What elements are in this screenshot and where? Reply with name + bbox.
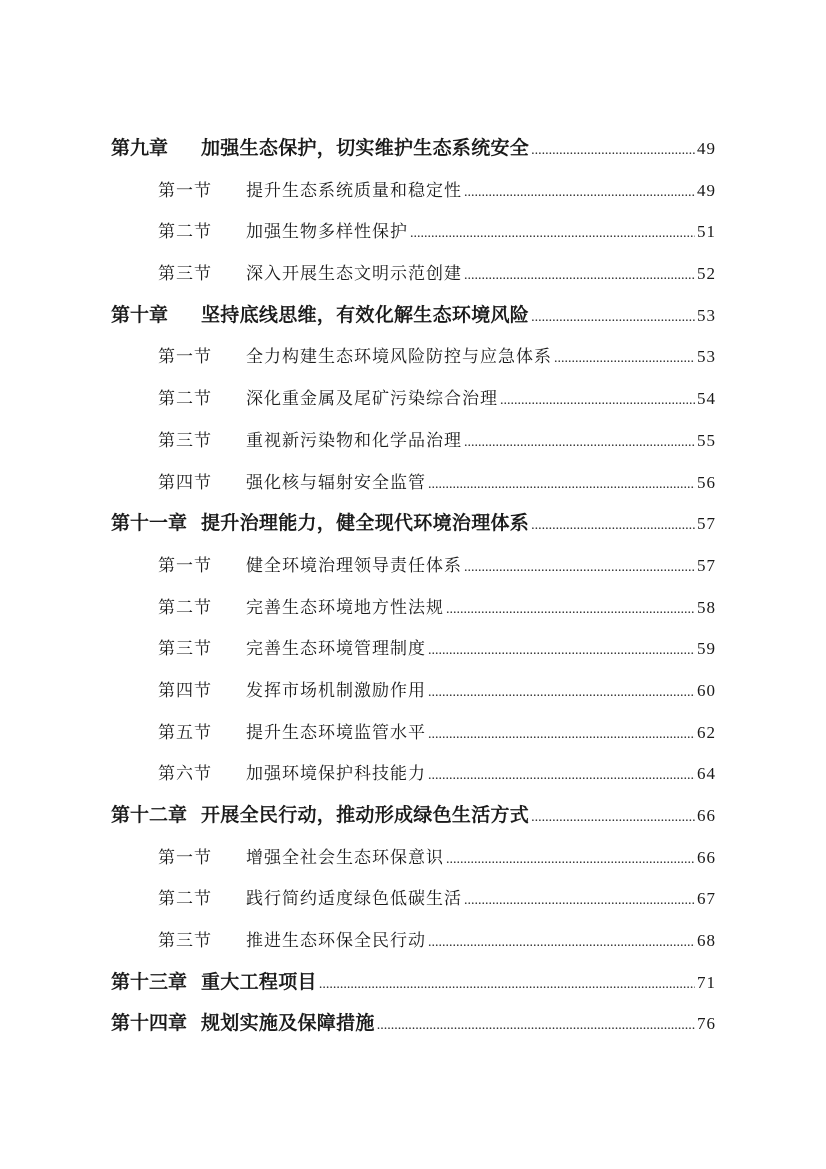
dot-leader <box>428 464 695 506</box>
dot-leader <box>531 797 695 839</box>
page-number: 58 <box>697 597 716 617</box>
section-title: 增强全社会生态环保意识 <box>246 847 444 868</box>
toc-section-entry[interactable] <box>111 753 716 795</box>
page-number: 67 <box>697 889 716 909</box>
page-number: 59 <box>697 639 716 659</box>
dot-leader <box>319 964 695 1006</box>
section-number: 第二节 <box>158 389 212 410</box>
page-number: 66 <box>697 847 716 867</box>
chapter-title: 坚持底线思维，有效化解生态环境风险 <box>201 303 530 326</box>
dot-leader <box>464 172 695 214</box>
toc-section-entry[interactable] <box>111 587 716 629</box>
section-title: 完善生态环境管理制度 <box>246 639 426 660</box>
section-number: 第五节 <box>158 722 212 743</box>
toc-section-entry[interactable] <box>111 253 716 295</box>
dot-leader <box>464 880 695 922</box>
page-number: 57 <box>697 514 716 534</box>
section-title: 提升生态系统质量和稳定性 <box>246 180 462 201</box>
section-title: 完善生态环境地方性法规 <box>246 597 444 618</box>
page-number: 76 <box>697 1014 716 1034</box>
toc-chapter-entry[interactable] <box>111 128 716 170</box>
toc-section-entry[interactable] <box>111 545 716 587</box>
section-title: 践行简约适度绿色低碳生活 <box>246 889 462 910</box>
table-of-contents <box>111 128 716 1045</box>
page-number: 55 <box>697 430 716 450</box>
dot-leader <box>554 338 695 380</box>
section-number: 第三节 <box>158 639 212 660</box>
chapter-number: 第十四章 <box>111 1012 188 1035</box>
dot-leader <box>531 297 695 339</box>
section-title: 推进生态环保全民行动 <box>246 931 426 952</box>
page-number: 56 <box>697 472 716 492</box>
section-number: 第一节 <box>158 555 212 576</box>
toc-section-entry[interactable] <box>111 420 716 462</box>
page-number: 51 <box>697 222 716 242</box>
section-number: 第二节 <box>158 597 212 618</box>
dot-leader <box>428 922 695 964</box>
chapter-title: 规划实施及保障措施 <box>201 1012 375 1035</box>
page-number: 54 <box>697 389 716 409</box>
page-number: 71 <box>697 972 716 992</box>
section-number: 第六节 <box>158 764 212 785</box>
chapter-number: 第十二章 <box>111 804 188 826</box>
section-number: 第四节 <box>158 680 212 701</box>
chapter-number: 第十章 <box>111 303 169 326</box>
section-title: 发挥市场机制激励作用 <box>246 680 426 701</box>
page-number: 49 <box>697 139 716 158</box>
toc-chapter-entry[interactable] <box>111 503 716 545</box>
dot-leader <box>464 547 695 589</box>
section-title: 健全环境治理领导责任体系 <box>246 555 462 576</box>
toc-section-entry[interactable] <box>111 336 716 378</box>
dot-leader <box>446 589 695 631</box>
chapter-number: 第十一章 <box>111 512 188 535</box>
chapter-number: 第十三章 <box>111 970 188 993</box>
page-number: 49 <box>697 180 716 200</box>
dot-leader <box>428 672 695 714</box>
toc-section-entry[interactable] <box>111 378 716 420</box>
toc-section-entry[interactable] <box>111 920 716 962</box>
section-number: 第二节 <box>158 889 212 910</box>
page-number: 53 <box>697 347 716 367</box>
section-number: 第一节 <box>158 180 212 201</box>
chapter-title: 重大工程项目 <box>201 970 317 993</box>
page-number: 57 <box>697 555 716 575</box>
dot-leader <box>428 630 695 672</box>
section-number: 第三节 <box>158 430 212 451</box>
chapter-title: 开展全民行动，推动形成绿色生活方式 <box>201 804 530 826</box>
dot-leader <box>446 839 695 881</box>
toc-section-entry[interactable] <box>111 462 716 504</box>
toc-section-entry[interactable] <box>111 628 716 670</box>
dot-leader <box>464 422 695 464</box>
section-number: 第三节 <box>158 264 212 285</box>
toc-section-entry[interactable] <box>111 670 716 712</box>
section-title: 提升生态环境监管水平 <box>246 722 426 743</box>
dot-leader <box>500 380 695 422</box>
toc-section-entry[interactable] <box>111 211 716 253</box>
dot-leader <box>531 505 695 547</box>
section-number: 第一节 <box>158 347 212 368</box>
section-title: 加强生物多样性保护 <box>246 222 408 243</box>
section-title: 强化核与辐射安全监管 <box>246 472 426 493</box>
dot-leader <box>464 255 695 297</box>
toc-section-entry[interactable] <box>111 712 716 754</box>
page-number: 66 <box>697 806 716 825</box>
dot-leader <box>428 755 695 797</box>
dot-leader <box>410 213 695 255</box>
page-number: 64 <box>697 764 716 784</box>
section-title: 加强环境保护科技能力 <box>246 764 426 785</box>
page-number: 53 <box>697 305 716 325</box>
chapter-number: 第九章 <box>111 137 169 159</box>
toc-chapter-entry[interactable] <box>111 295 716 337</box>
dot-leader <box>377 1005 695 1047</box>
toc-chapter-entry[interactable] <box>111 795 716 837</box>
section-title: 深化重金属及尾矿污染综合治理 <box>246 389 498 410</box>
section-number: 第四节 <box>158 472 212 493</box>
toc-section-entry[interactable] <box>111 170 716 212</box>
toc-section-entry[interactable] <box>111 878 716 920</box>
page-number: 60 <box>697 680 716 700</box>
chapter-title: 提升治理能力，健全现代环境治理体系 <box>201 512 530 535</box>
toc-section-entry[interactable] <box>111 837 716 879</box>
chapter-title: 加强生态保护，切实维护生态系统安全 <box>201 137 530 159</box>
toc-chapter-entry[interactable] <box>111 962 716 1004</box>
section-title: 深入开展生态文明示范创建 <box>246 264 462 285</box>
section-title: 全力构建生态环境风险防控与应急体系 <box>246 347 552 368</box>
dot-leader <box>428 714 695 756</box>
page-number: 68 <box>697 931 716 951</box>
page-number: 52 <box>697 264 716 284</box>
toc-chapter-entry[interactable] <box>111 1003 716 1045</box>
section-number: 第二节 <box>158 222 212 243</box>
section-number: 第一节 <box>158 847 212 868</box>
page-number: 62 <box>697 722 716 742</box>
section-number: 第三节 <box>158 931 212 952</box>
dot-leader <box>531 130 695 172</box>
section-title: 重视新污染物和化学品治理 <box>246 430 462 451</box>
